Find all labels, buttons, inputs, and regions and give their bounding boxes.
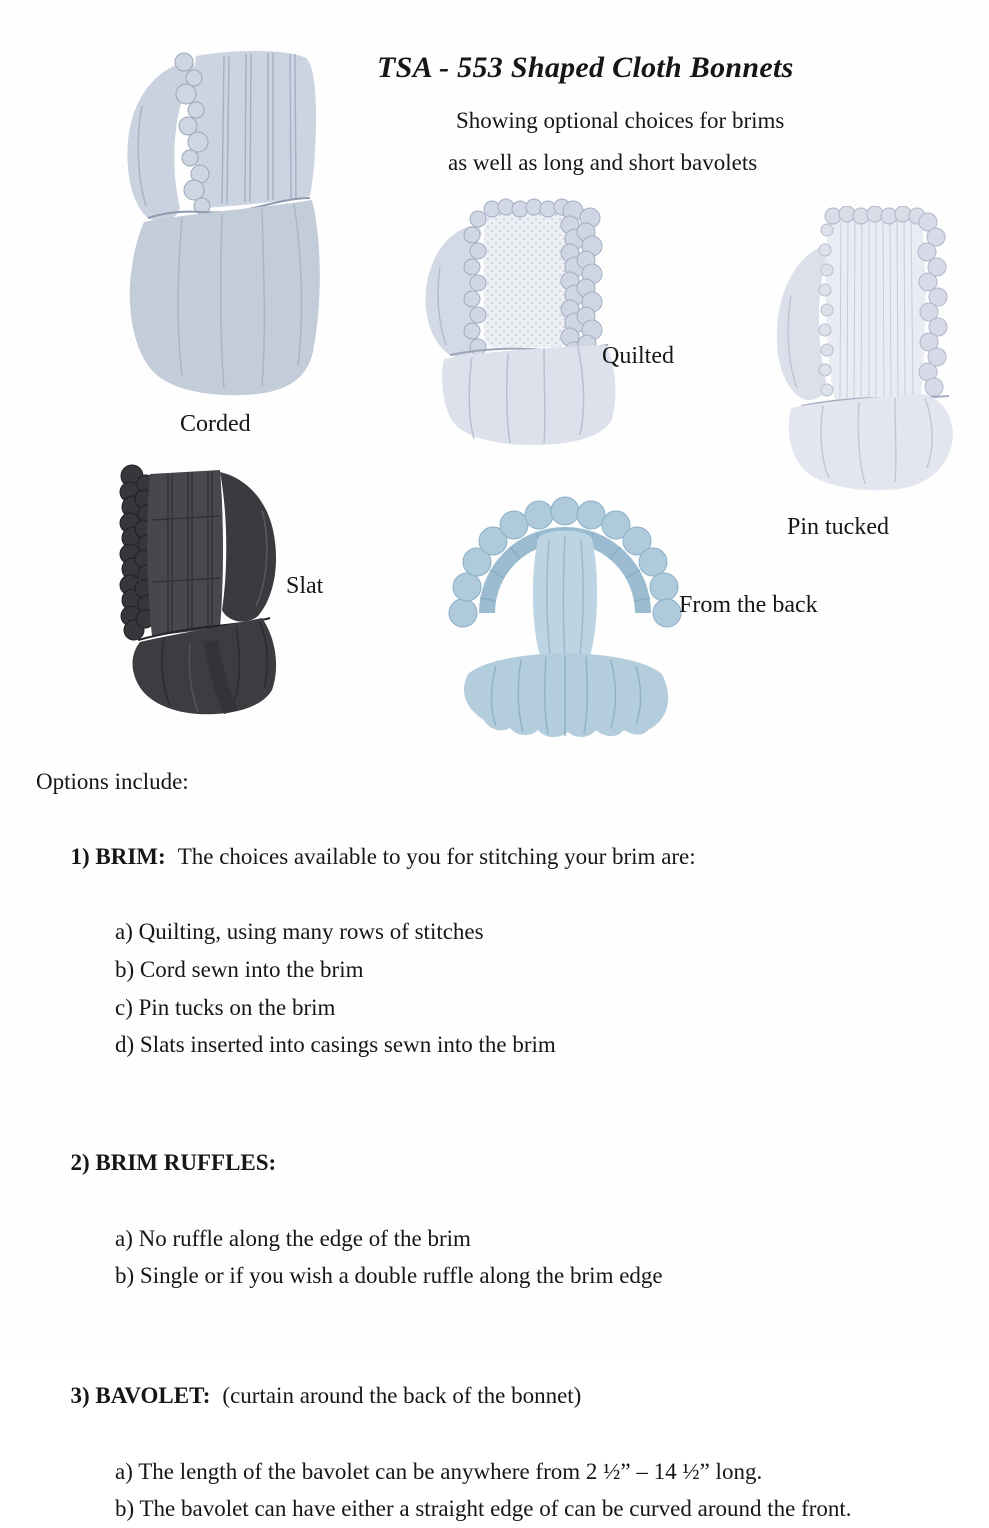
back-view-label: From the back: [679, 592, 818, 618]
quilted-bonnet-photo: [410, 197, 618, 449]
back-view-bonnet-photo: [446, 478, 684, 746]
brim-ruffles-section-heading: 2) BRIM RUFFLES:: [70, 1150, 277, 1176]
quilted-label: Quilted: [602, 343, 674, 369]
brim-ruffles-item-a: a) No ruffle along the edge of the brim: [115, 1225, 471, 1251]
brim-ruffles-section-heading-line: [36, 1107, 981, 1220]
pintucked-bonnet-photo: [763, 206, 961, 498]
options-intro: Options include:: [36, 769, 189, 794]
brim-section-heading: 1) BRIM:: [70, 844, 166, 870]
brim-item-c: c) Pin tucks on the brim: [115, 994, 336, 1020]
bavolet-section-heading-line: [36, 1340, 981, 1453]
bavolet-item-a: a) The length of the bavolet can be anywhere from 2 ½” – 14 ½” long.: [115, 1458, 763, 1484]
brim-item-a: a) Quilting, using many rows of stitches: [115, 919, 484, 945]
slat-bonnet-image: [116, 460, 284, 718]
back-view-bonnet-image: [446, 478, 684, 746]
quilted-bonnet-image: [410, 197, 618, 449]
slat-bonnet-photo: [116, 460, 284, 718]
bavolet-section-heading-rest: (curtain around the back of the bonnet): [222, 1383, 582, 1409]
options-block: [36, 763, 981, 1528]
corded-label: Corded: [180, 411, 251, 437]
pintucked-bonnet-image: [763, 206, 961, 498]
subtitle-line-1: Showing optional choices for brims: [456, 108, 785, 133]
brim-item-d: d) Slats inserted into casings sewn into the brim: [115, 1032, 556, 1058]
subtitle-line-2: as well as long and short bavolets: [448, 150, 758, 175]
bavolet-section-heading: 3) BAVOLET:: [70, 1383, 211, 1409]
brim-ruffles-item-b: b) Single or if you wish a double ruffle along the brim edge: [115, 1263, 663, 1289]
page-title: TSA - 553 Shaped Cloth Bonnets: [377, 51, 794, 84]
slat-label: Slat: [286, 573, 324, 599]
pintucked-label: Pin tucked: [787, 514, 889, 540]
brim-section-heading-rest: The choices available to you for stitching your brim are:: [177, 844, 696, 870]
bavolet-item-b: b) The bavolet can have either a straight edge of can be curved around the front.: [115, 1496, 852, 1522]
corded-bonnet-photo: [112, 46, 327, 398]
brim-section-heading-line: [36, 801, 981, 914]
brim-item-b: b) Cord sewn into the brim: [115, 956, 364, 982]
corded-bonnet-image: [112, 46, 327, 398]
